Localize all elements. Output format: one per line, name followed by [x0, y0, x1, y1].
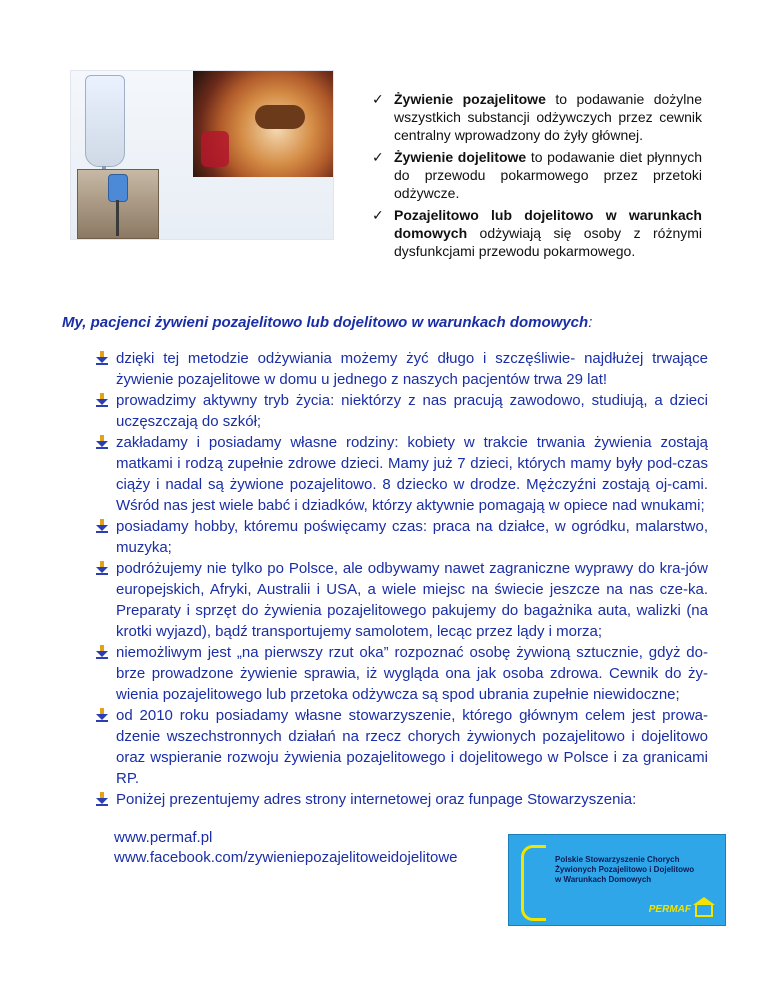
- down-arrow-bullet-icon: [94, 519, 110, 533]
- down-arrow-bullet-icon: [94, 393, 110, 407]
- checklist-item: [372, 206, 702, 260]
- down-arrow-bullet-icon: [94, 645, 110, 659]
- logo-line-3: w Warunkach Domowych: [555, 875, 652, 884]
- down-arrow-bullet-icon: [94, 561, 110, 575]
- logo-line-2: Żywionych Pozajelitowo i Dojelitowo: [555, 865, 695, 874]
- term-label: Żywienie pozajelitowe: [394, 91, 546, 107]
- logo-text: [555, 855, 719, 885]
- down-arrow-bullet-icon: [94, 351, 110, 365]
- feeding-pump-photo: [77, 169, 159, 239]
- logo-brand: PERMAF: [648, 904, 691, 915]
- list-item: [88, 705, 708, 789]
- definitions-checklist: [372, 90, 702, 264]
- checkmark-icon: ✓: [372, 149, 384, 165]
- section-header: [62, 314, 722, 331]
- list-item: [88, 432, 708, 516]
- checkmark-icon: ✓: [372, 207, 384, 223]
- list-item: [88, 789, 708, 810]
- term-definition: to podawanie dożylne wszystkich substancji odżywczych przez cewnik centralny wprowadzony do żyły głównej.: [394, 91, 702, 143]
- down-arrow-bullet-icon: [94, 708, 110, 722]
- list-item: [88, 390, 708, 432]
- list-item: [88, 642, 708, 705]
- list-item-text: niemożliwym jest „na pierwszy rzut oka” rozpoznać osobę żywioną sztucznie, gdyż do-brze prowadzone żywienie sprawia, iż wygląda ona jak osoba zdrowa. Cewnik do ży-wienia pozajelitowego lub przetoka odżywcza są spod ubrania zupełnie niewidoczne;: [116, 644, 708, 703]
- term-definition: to podawanie diet płynnych do przewodu pokarmowego przez przetoki odżywcze.: [394, 149, 702, 201]
- list-item-text: zakładamy i posiadamy własne rodziny: kobiety w trakcie trwania żywienia zostają matkami i rodzą zupełnie zdrowe dzieci. Mamy już 7 dzieci, których mamy były pod-czas ciąży i nadal są żywione pozajelitowo. 8 dziecko w drodze. Mężczyźni zostają oj-cami. Wśród nas jest wiele babć i dziadków, którzy aktywnie pomagają w opiece nad wnukami;: [116, 434, 708, 514]
- feeding-tube-icon: [521, 845, 546, 921]
- checklist-item: [372, 148, 702, 202]
- list-item: [88, 516, 708, 558]
- benefits-list: [88, 348, 708, 810]
- iv-pole: [116, 200, 119, 236]
- nutrition-illustration: [70, 70, 334, 240]
- house-icon: [695, 905, 713, 917]
- list-item-text: od 2010 roku posiadamy własne stowarzyszenie, którego głównym celem jest prowa-dzenie wszechstronnych działań na rzecz chorych żywionych pozajelitowo i dojelitowo oraz wspieranie rozwoju żywienia pozajelitowego i dojelitowego w Polsce i za granicami RP.: [116, 707, 708, 787]
- list-item-text: podróżujemy nie tylko po Polsce, ale odbywamy nawet zagraniczne wyprawy do kra-jów europejskich, Afryki, Australii i USA, a wiele miejsc na świecie jeszcze na nas cze-ka. Preparaty i sprzęt do żywienia pozajelitowego pakujemy do bagażnika auta, walizki (na krotki wyjazd), bądź transportujemy samolotem, lecąc przez lądy i morza;: [116, 560, 708, 640]
- term-label: Pozajelitowo lub dojelitowo w warunkach domowych: [394, 207, 702, 241]
- checkmark-icon: ✓: [372, 91, 384, 107]
- facebook-link[interactable]: www.facebook.com/zywieniepozajelitoweidojelitowe: [114, 849, 458, 866]
- list-item-text: dzięki tej metodzie odżywiania możemy żyć długo i szczęśliwie- najdłużej trwające żywienie pozajelitowe w domu u jednego z naszych pacjentów trwa 29 lat!: [116, 350, 708, 388]
- term-definition: odżywiają się osoby z różnymi dysfunkcjami przewodu pokarmowego.: [394, 225, 702, 259]
- down-arrow-bullet-icon: [94, 435, 110, 449]
- section-header-text: My, pacjenci żywieni pozajelitowo lub dojelitowo w warunkach domowych: [62, 314, 589, 331]
- list-item: [88, 348, 708, 390]
- iv-drip-photo: [85, 75, 125, 167]
- list-item-text: Poniżej prezentujemy adres strony internetowej oraz funpage Stowarzyszenia:: [116, 791, 637, 808]
- food-platter-photo: [193, 71, 333, 177]
- logo-line-1: Polskie Stowarzyszenie Chorych: [555, 855, 680, 864]
- nutrition-bag: [108, 174, 128, 202]
- list-item-text: prowadzimy aktywny tryb życia: niektórzy z nas pracują zawodowo, studiują, a dzieci uczęszczają do szkół;: [116, 392, 708, 430]
- down-arrow-bullet-icon: [94, 792, 110, 806]
- section-header-colon: :: [588, 314, 593, 331]
- term-label: Żywienie dojelitowe: [394, 149, 527, 165]
- association-links: [114, 828, 534, 868]
- list-item: [88, 558, 708, 642]
- website-link[interactable]: www.permaf.pl: [114, 829, 213, 846]
- permaf-logo: [508, 834, 726, 926]
- list-item-text: posiadamy hobby, któremu poświęcamy czas: praca na działce, w ogródku, malarstwo, muzyka;: [116, 518, 708, 556]
- checklist-item: [372, 90, 702, 144]
